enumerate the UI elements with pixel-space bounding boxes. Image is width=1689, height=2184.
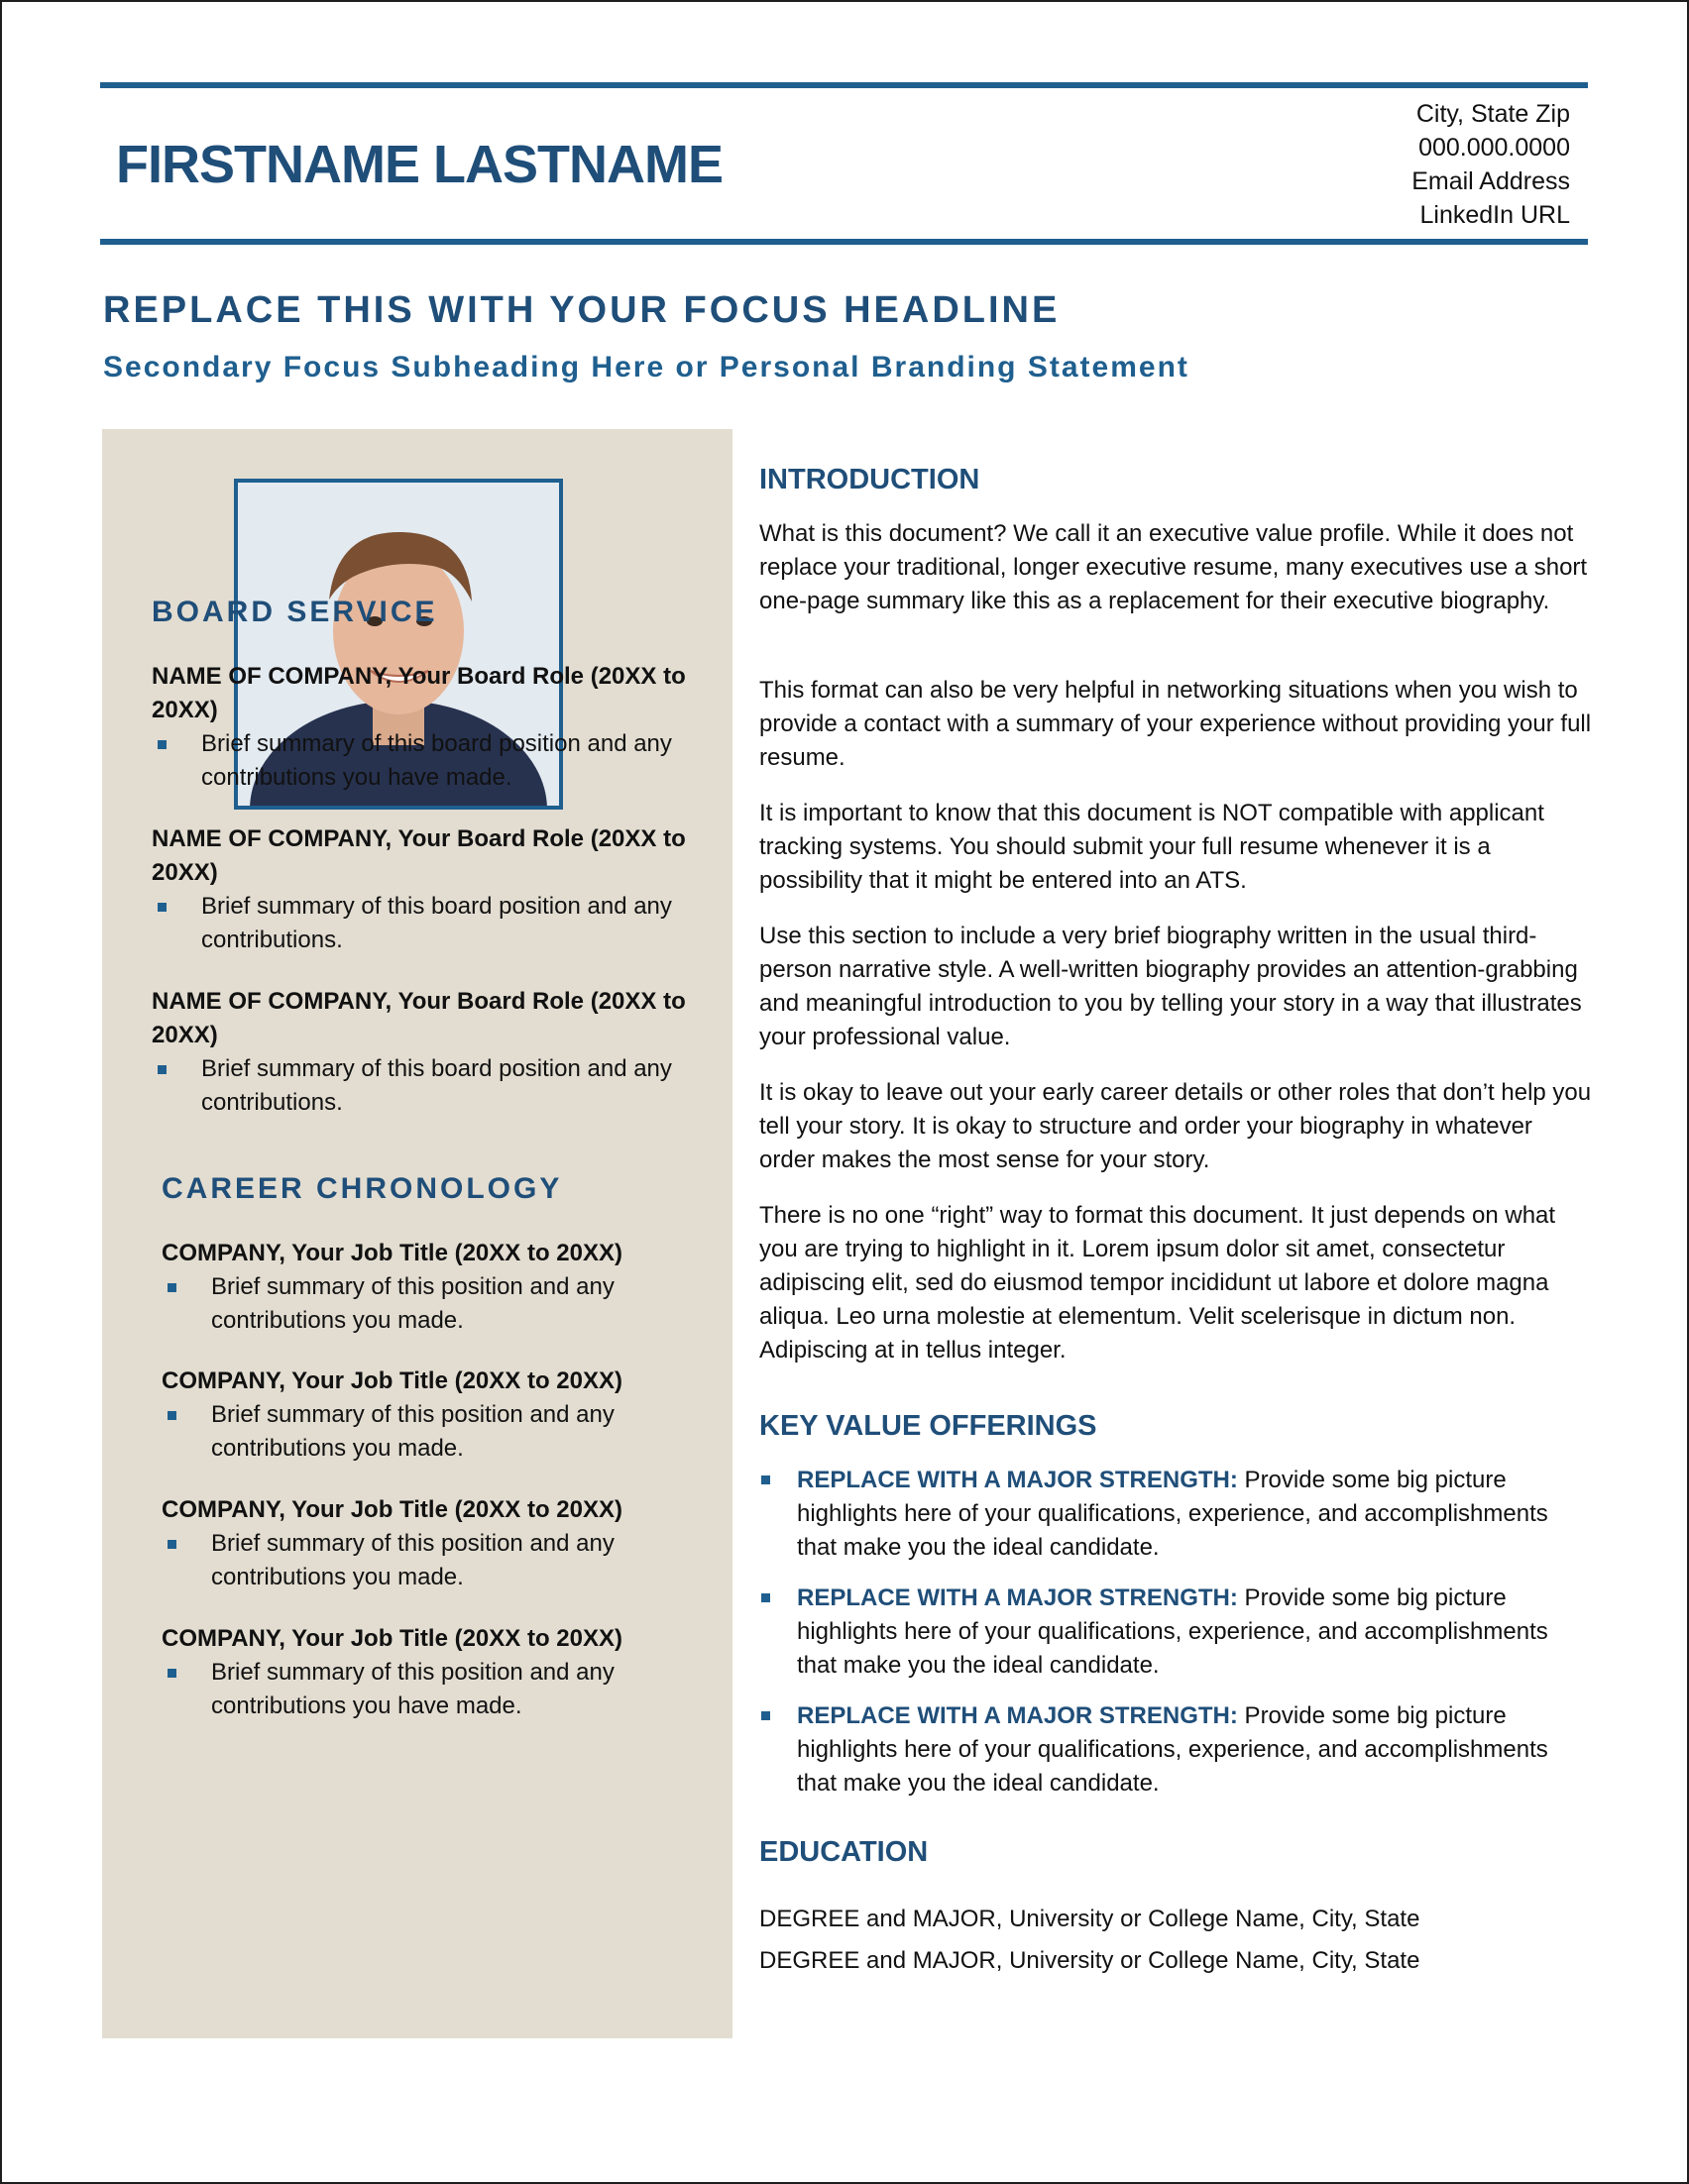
education-list <box>759 1899 1419 1982</box>
career-entry <box>162 1622 697 1723</box>
board-entry-title: NAME OF COMPANY, Your Board Role (20XX to 20XX) <box>152 663 686 723</box>
square-bullet-icon <box>761 1593 770 1602</box>
key-value-label: REPLACE WITH A MAJOR STRENGTH: <box>797 1467 1238 1493</box>
sidebar <box>102 429 732 2038</box>
square-bullet-icon <box>168 1540 176 1549</box>
education-title: EDUCATION <box>759 1836 929 1868</box>
intro-paragraph: There is no one “right” way to format this document. It just depends on what you are trying to highlight in it. Lorem ipsum dolor sit amet, consectetur adipiscing elit, sed do eiusmod tempor incididunt ut labore et dolore magna aliqua. Leo urna molestie at elementum. Velit scelerisque in dictum non. Adipiscing at in tellus integer. <box>759 1202 1556 1364</box>
career-entry <box>162 1237 697 1338</box>
board-entry-title: NAME OF COMPANY, Your Board Role (20XX to 20XX) <box>152 988 686 1048</box>
career-entry-text: Brief summary of this position and any contributions you made. <box>211 1530 615 1590</box>
board-entry-text: Brief summary of this board position and any contributions. <box>201 893 672 953</box>
board-entry <box>152 985 687 1120</box>
contact-location: City, State Zip <box>1415 100 1570 128</box>
board-entry <box>152 660 687 795</box>
career-entry-title: COMPANY, Your Job Title (20XX to 20XX) <box>162 1367 622 1394</box>
square-bullet-icon <box>168 1283 176 1292</box>
education-item: DEGREE and MAJOR, University or College Name, City, State <box>759 1906 1420 1932</box>
board-service-title: BOARD SERVICE <box>152 596 438 628</box>
board-entry-bullet <box>152 1052 687 1120</box>
career-entry-title: COMPANY, Your Job Title (20XX to 20XX) <box>162 1496 622 1523</box>
key-value-title: KEY VALUE OFFERINGS <box>759 1410 1097 1442</box>
career-entry-title: COMPANY, Your Job Title (20XX to 20XX) <box>162 1625 622 1652</box>
career-entry-text: Brief summary of this position and any contributions you have made. <box>211 1659 615 1719</box>
board-entry-bullet <box>152 890 687 957</box>
contact-linkedin: LinkedIn URL <box>1419 201 1570 229</box>
contact-phone: 000.000.0000 <box>1418 134 1570 162</box>
square-bullet-icon <box>761 1711 770 1720</box>
square-bullet-icon <box>761 1475 770 1484</box>
intro-paragraph: Use this section to include a very brief biography written in the usual third-person narrative style. A well-written biography provides an attention-grabbing and meaningful introduction to you by telling your story in a way that illustrates your professional value. <box>759 923 1582 1050</box>
square-bullet-icon <box>168 1669 176 1678</box>
contact-email: Email Address <box>1411 167 1570 195</box>
career-chronology-title: CAREER CHRONOLOGY <box>162 1172 563 1205</box>
career-entry-bullet <box>162 1398 697 1466</box>
career-entry-text: Brief summary of this position and any contributions you made. <box>211 1401 615 1462</box>
education-item: DEGREE and MAJOR, University or College Name, City, State <box>759 1947 1420 1974</box>
intro-paragraph: It is important to know that this document is NOT compatible with applicant tracking systems. You should submit your full resume whenever it is a possibility that it might be entered into an ATS. <box>759 800 1544 894</box>
career-entry-bullet <box>162 1270 697 1338</box>
intro-paragraph: This format can also be very helpful in networking situations when you wish to provide a contact with a summary of your experience without providing your full resume. <box>759 677 1592 771</box>
career-entry-bullet <box>162 1656 697 1723</box>
career-entry-title: COMPANY, Your Job Title (20XX to 20XX) <box>162 1240 622 1266</box>
key-value-bullet <box>759 1582 1592 1683</box>
key-value-item <box>759 1464 1592 1565</box>
square-bullet-icon <box>158 1065 167 1074</box>
board-entry <box>152 822 687 957</box>
square-bullet-icon <box>158 740 167 749</box>
contact-block <box>1411 97 1570 232</box>
key-value-text: Provide some big picture highlights here of your qualifications, experience, and accomplishments that make you the ideal candidate. <box>797 1702 1548 1797</box>
career-entry <box>162 1493 697 1594</box>
intro-paragraph: It is okay to leave out your early career details or other roles that don’t help you tell your story. It is okay to structure and order your biography in whatever order makes the most sense for your story. <box>759 1079 1592 1173</box>
key-value-bullet <box>759 1464 1592 1565</box>
focus-subheadline: Secondary Focus Subheading Here or Personal Branding Statement <box>103 351 1189 383</box>
square-bullet-icon <box>168 1411 176 1420</box>
introduction-title: INTRODUCTION <box>759 464 980 495</box>
key-value-item <box>759 1699 1592 1801</box>
key-value-bullet <box>759 1699 1592 1801</box>
focus-headline: REPLACE THIS WITH YOUR FOCUS HEADLINE <box>103 289 1061 331</box>
key-value-text: Provide some big picture highlights here of your qualifications, experience, and accomplishments that make you the ideal candidate. <box>797 1584 1548 1679</box>
header-top-rule <box>100 82 1588 88</box>
candidate-name: FIRSTNAME LASTNAME <box>116 135 723 194</box>
career-entry-bullet <box>162 1527 697 1594</box>
board-entry-title: NAME OF COMPANY, Your Board Role (20XX to 20XX) <box>152 825 686 886</box>
key-value-item <box>759 1582 1592 1683</box>
header-bottom-rule <box>100 239 1588 245</box>
intro-paragraph: What is this document? We call it an executive value profile. While it does not replace your traditional, longer executive resume, many executives use a short one-page summary like this as a replacement for their executive biography. <box>759 520 1588 614</box>
career-entry <box>162 1365 697 1466</box>
career-entry-text: Brief summary of this position and any contributions you made. <box>211 1273 615 1334</box>
square-bullet-icon <box>158 903 167 912</box>
board-entry-text: Brief summary of this board position and any contributions. <box>201 1055 672 1116</box>
key-value-label: REPLACE WITH A MAJOR STRENGTH: <box>797 1584 1238 1611</box>
board-entry-bullet <box>152 727 687 795</box>
board-entry-text: Brief summary of this board position and any contributions you have made. <box>201 730 672 791</box>
key-value-text: Provide some big picture highlights here of your qualifications, experience, and accomplishments that make you the ideal candidate. <box>797 1467 1548 1561</box>
key-value-label: REPLACE WITH A MAJOR STRENGTH: <box>797 1702 1238 1729</box>
